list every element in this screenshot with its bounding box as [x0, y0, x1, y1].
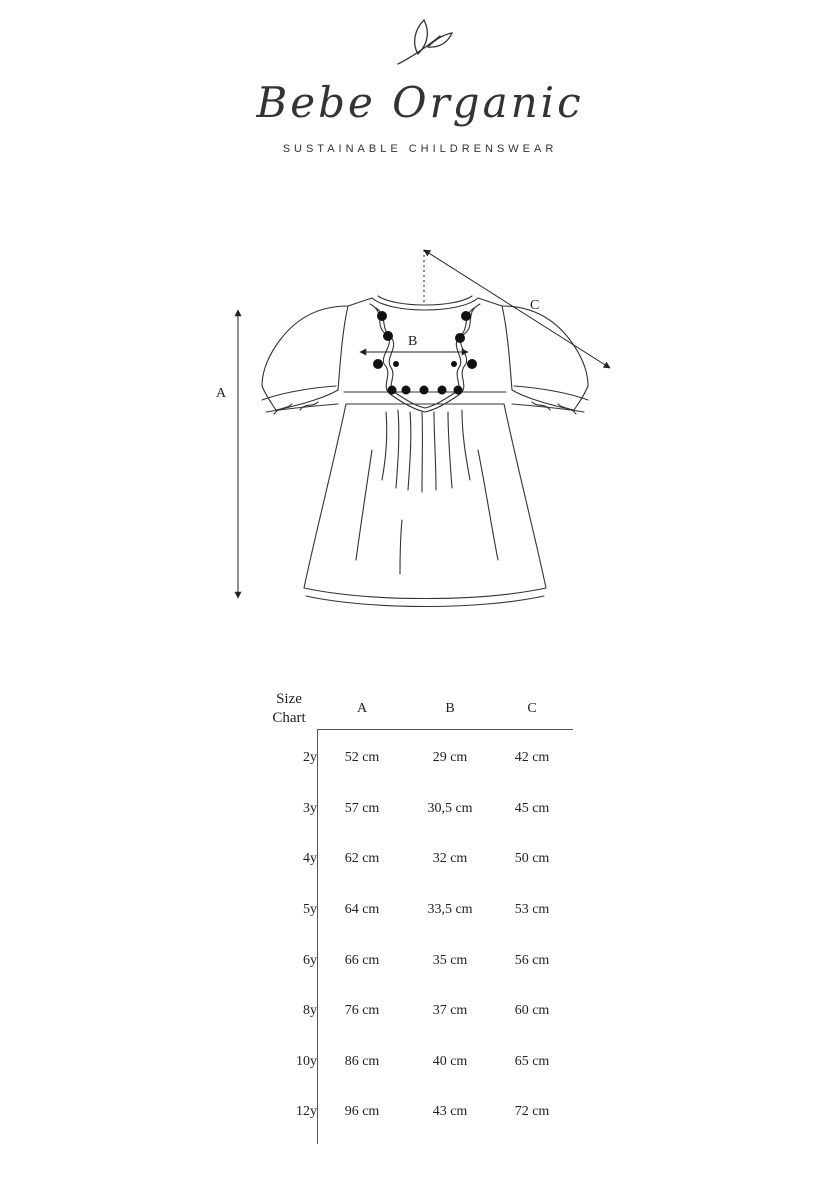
- table-row: [250, 1104, 580, 1124]
- size-cell: 4y: [303, 851, 317, 866]
- table-row: [250, 1003, 580, 1023]
- dimension-label-c: C: [530, 298, 540, 313]
- size-cell: 3y: [303, 801, 317, 816]
- cell-b: 32 cm: [432, 851, 468, 866]
- cell-a: 66 cm: [344, 953, 380, 968]
- column-header-b: B: [445, 701, 455, 716]
- brand-tagline: SUSTAINABLE CHILDRENSWEAR: [282, 143, 558, 155]
- size-chart-header-line2: Chart: [272, 710, 306, 726]
- cell-c: 50 cm: [514, 851, 550, 866]
- cell-c: 53 cm: [514, 902, 550, 917]
- size-chart-header: [250, 690, 328, 728]
- size-cell: 6y: [303, 953, 317, 968]
- cell-c: 72 cm: [514, 1104, 550, 1119]
- size-column-divider: [317, 729, 318, 1144]
- column-header-c: C: [527, 701, 537, 716]
- table-row: [250, 1054, 580, 1074]
- cell-c: 42 cm: [514, 750, 550, 765]
- cell-b: 30,5 cm: [427, 801, 473, 816]
- size-cell: 8y: [303, 1003, 317, 1018]
- table-row: [250, 801, 580, 821]
- cell-b: 29 cm: [432, 750, 468, 765]
- brand-name: Bebe Organic: [256, 78, 584, 127]
- cell-a: 62 cm: [344, 851, 380, 866]
- cell-c: 65 cm: [514, 1054, 550, 1069]
- cell-a: 76 cm: [344, 1003, 380, 1018]
- cell-a: 57 cm: [344, 801, 380, 816]
- dimension-label-a: A: [216, 386, 227, 401]
- brand-logo: [0, 0, 840, 170]
- cell-a: 64 cm: [344, 902, 380, 917]
- header-divider: [318, 729, 573, 730]
- leaf-sprig-icon: [0, 0, 840, 80]
- cell-c: 45 cm: [514, 801, 550, 816]
- size-cell: 10y: [296, 1054, 317, 1069]
- table-row: [250, 750, 580, 770]
- cell-b: 40 cm: [432, 1054, 468, 1069]
- cell-b: 35 cm: [432, 953, 468, 968]
- dress-measurement-diagram: [210, 240, 630, 620]
- cell-b: 43 cm: [432, 1104, 468, 1119]
- cell-a: 96 cm: [344, 1104, 380, 1119]
- cell-c: 56 cm: [514, 953, 550, 968]
- table-row: [250, 902, 580, 922]
- size-chart-table: [250, 680, 580, 1150]
- cell-c: 60 cm: [514, 1003, 550, 1018]
- cell-b: 37 cm: [432, 1003, 468, 1018]
- size-cell: 5y: [303, 902, 317, 917]
- cell-b: 33,5 cm: [427, 902, 473, 917]
- cell-a: 52 cm: [344, 750, 380, 765]
- column-header-a: A: [356, 701, 368, 716]
- size-cell: 2y: [303, 750, 317, 765]
- cell-a: 86 cm: [344, 1054, 380, 1069]
- dress-illustration: [210, 240, 630, 620]
- size-chart-header-line1: Size: [276, 691, 302, 707]
- table-row: [250, 851, 580, 871]
- dimension-label-b: B: [408, 334, 418, 349]
- table-row: [250, 953, 580, 973]
- size-cell: 12y: [296, 1104, 317, 1119]
